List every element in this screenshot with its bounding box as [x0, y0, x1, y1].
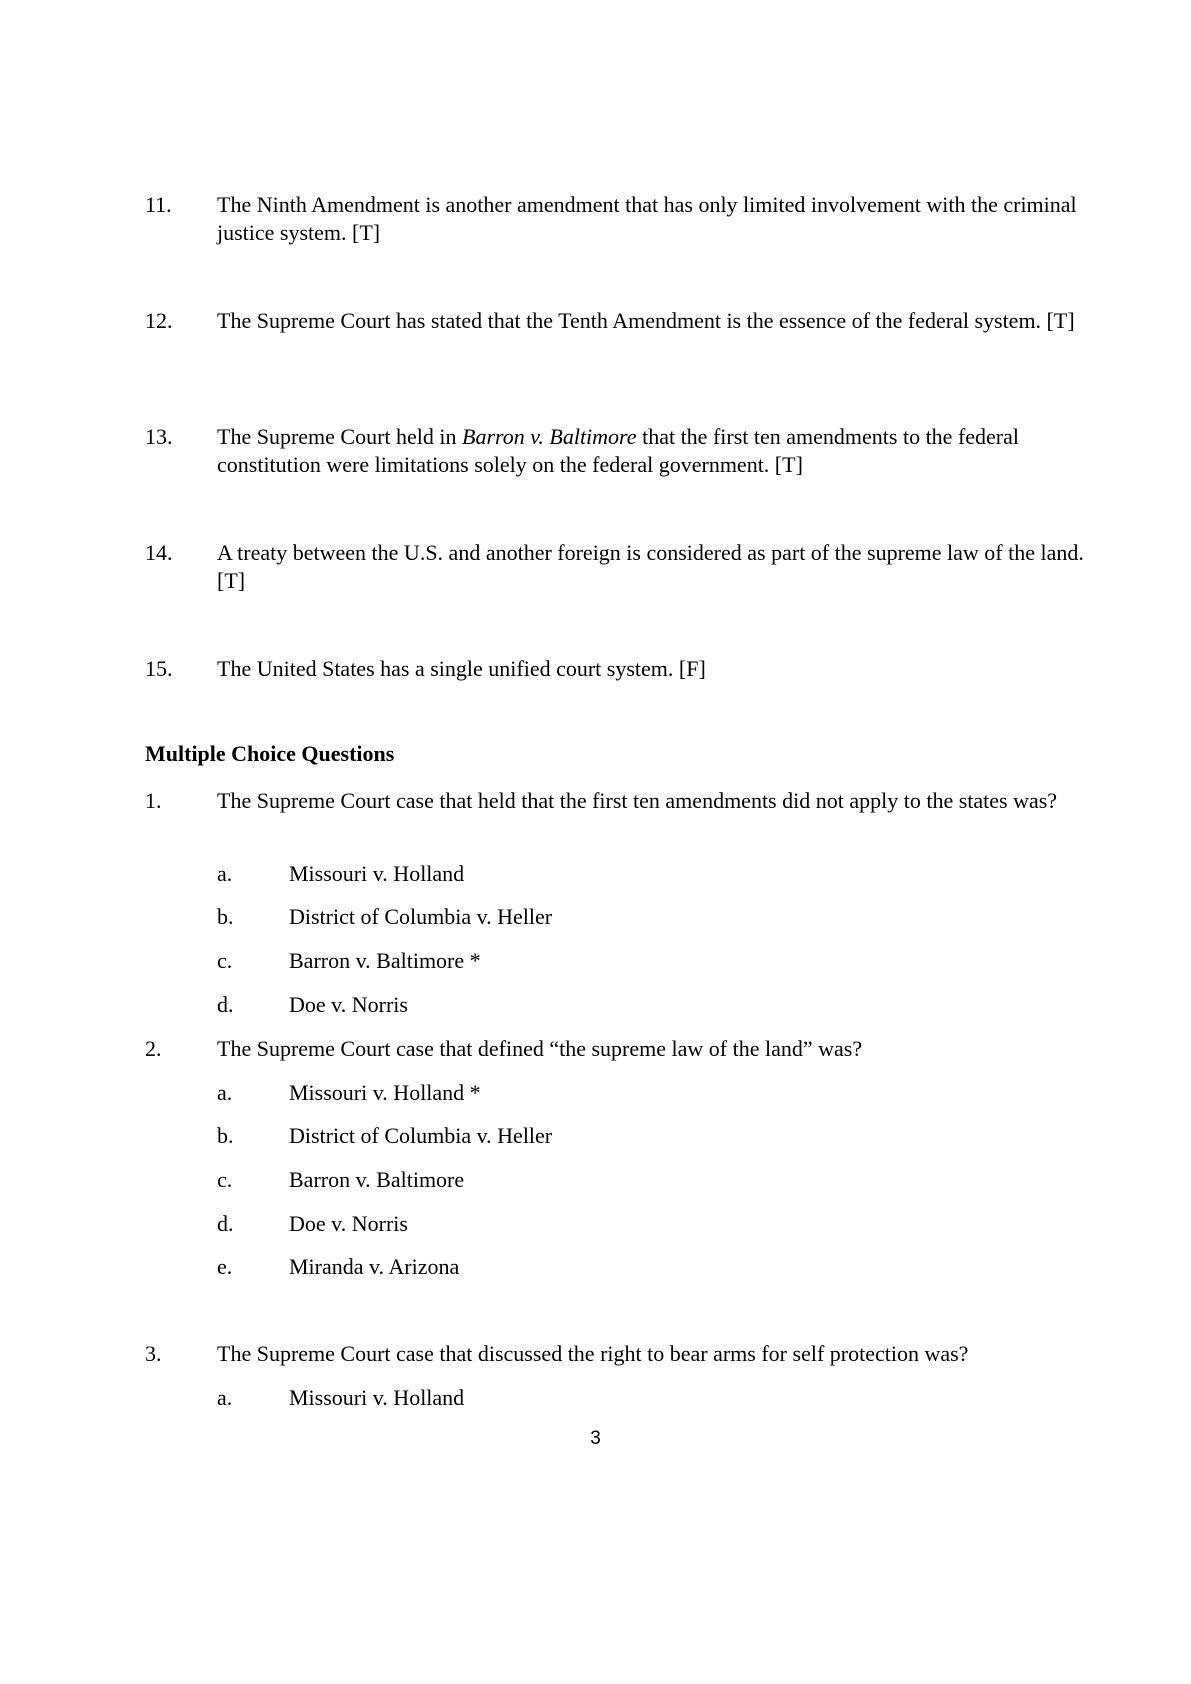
- section-heading: Multiple Choice Questions: [145, 741, 395, 766]
- option-text: Missouri v. Holland: [289, 1385, 465, 1410]
- option-letter: a.: [217, 1385, 233, 1410]
- option-text: District of Columbia v. Heller: [289, 1123, 553, 1148]
- option-text: Missouri v. Holland: [289, 861, 465, 886]
- case-name: Barron v. Baltimore: [462, 424, 637, 449]
- option-text: Miranda v. Arizona: [289, 1254, 460, 1279]
- true-false-item-14: [145, 539, 1085, 595]
- question-number: 2.: [145, 1036, 162, 1061]
- mc-option: [217, 860, 464, 888]
- mc-option: [217, 1122, 552, 1150]
- item-text: The Supreme Court has stated that the Tenth Amendment is the essence of the federal system. [T]: [217, 308, 1075, 333]
- page-number: 3: [590, 1428, 601, 1449]
- true-false-item-12: [145, 307, 1085, 335]
- option-letter: d.: [217, 1211, 234, 1236]
- question-text: The Supreme Court case that defined “the supreme law of the land” was?: [217, 1036, 863, 1061]
- option-letter: a.: [217, 1080, 233, 1105]
- option-text: Missouri v. Holland *: [289, 1080, 481, 1105]
- question-text: The Supreme Court case that held that the first ten amendments did not apply to the states was?: [217, 788, 1058, 813]
- mc-question-2: [145, 1035, 1085, 1063]
- option-text: District of Columbia v. Heller: [289, 904, 553, 929]
- mc-option: [217, 903, 552, 931]
- item-number: 11.: [145, 192, 172, 217]
- item-text: The Supreme Court held in Barron v. Baltimore that the first ten amendments to the federal constitution were limitations solely on the federal government. [T]: [217, 424, 1019, 477]
- option-letter: a.: [217, 861, 233, 886]
- mc-option: [217, 1210, 408, 1238]
- item-text: The Ninth Amendment is another amendment that has only limited involvement with the criminal justice system. [T]: [217, 192, 1077, 245]
- mc-question-3: [145, 1340, 1085, 1368]
- option-letter: b.: [217, 904, 234, 929]
- true-false-item-13: [145, 423, 1085, 479]
- mc-option: [217, 947, 481, 975]
- item-number: 14.: [145, 540, 173, 565]
- option-letter: d.: [217, 992, 234, 1017]
- question-number: 3.: [145, 1341, 162, 1366]
- option-text: Barron v. Baltimore: [289, 1167, 465, 1192]
- item-number: 13.: [145, 424, 173, 449]
- option-text: Doe v. Norris: [289, 1211, 408, 1236]
- item-number: 12.: [145, 308, 173, 333]
- option-letter: c.: [217, 948, 233, 973]
- question-text: The Supreme Court case that discussed the right to bear arms for self protection was?: [217, 1341, 969, 1366]
- item-text: A treaty between the U.S. and another foreign is considered as part of the supreme law of the land. [T]: [217, 540, 1084, 593]
- option-letter: b.: [217, 1123, 234, 1148]
- mc-option: [217, 1384, 464, 1412]
- option-text: Doe v. Norris: [289, 992, 408, 1017]
- mc-question-1: [145, 787, 1085, 815]
- mc-option: [217, 991, 408, 1019]
- option-letter: c.: [217, 1167, 233, 1192]
- option-text: Barron v. Baltimore *: [289, 948, 481, 973]
- mc-option: [217, 1166, 464, 1194]
- option-letter: e.: [217, 1254, 233, 1279]
- item-number: 15.: [145, 656, 173, 681]
- mc-option: [217, 1079, 481, 1107]
- question-number: 1.: [145, 788, 162, 813]
- true-false-item-15: [145, 655, 1085, 683]
- true-false-item-11: [145, 191, 1085, 247]
- mc-option: [217, 1253, 459, 1281]
- item-text: The United States has a single unified court system. [F]: [217, 656, 706, 681]
